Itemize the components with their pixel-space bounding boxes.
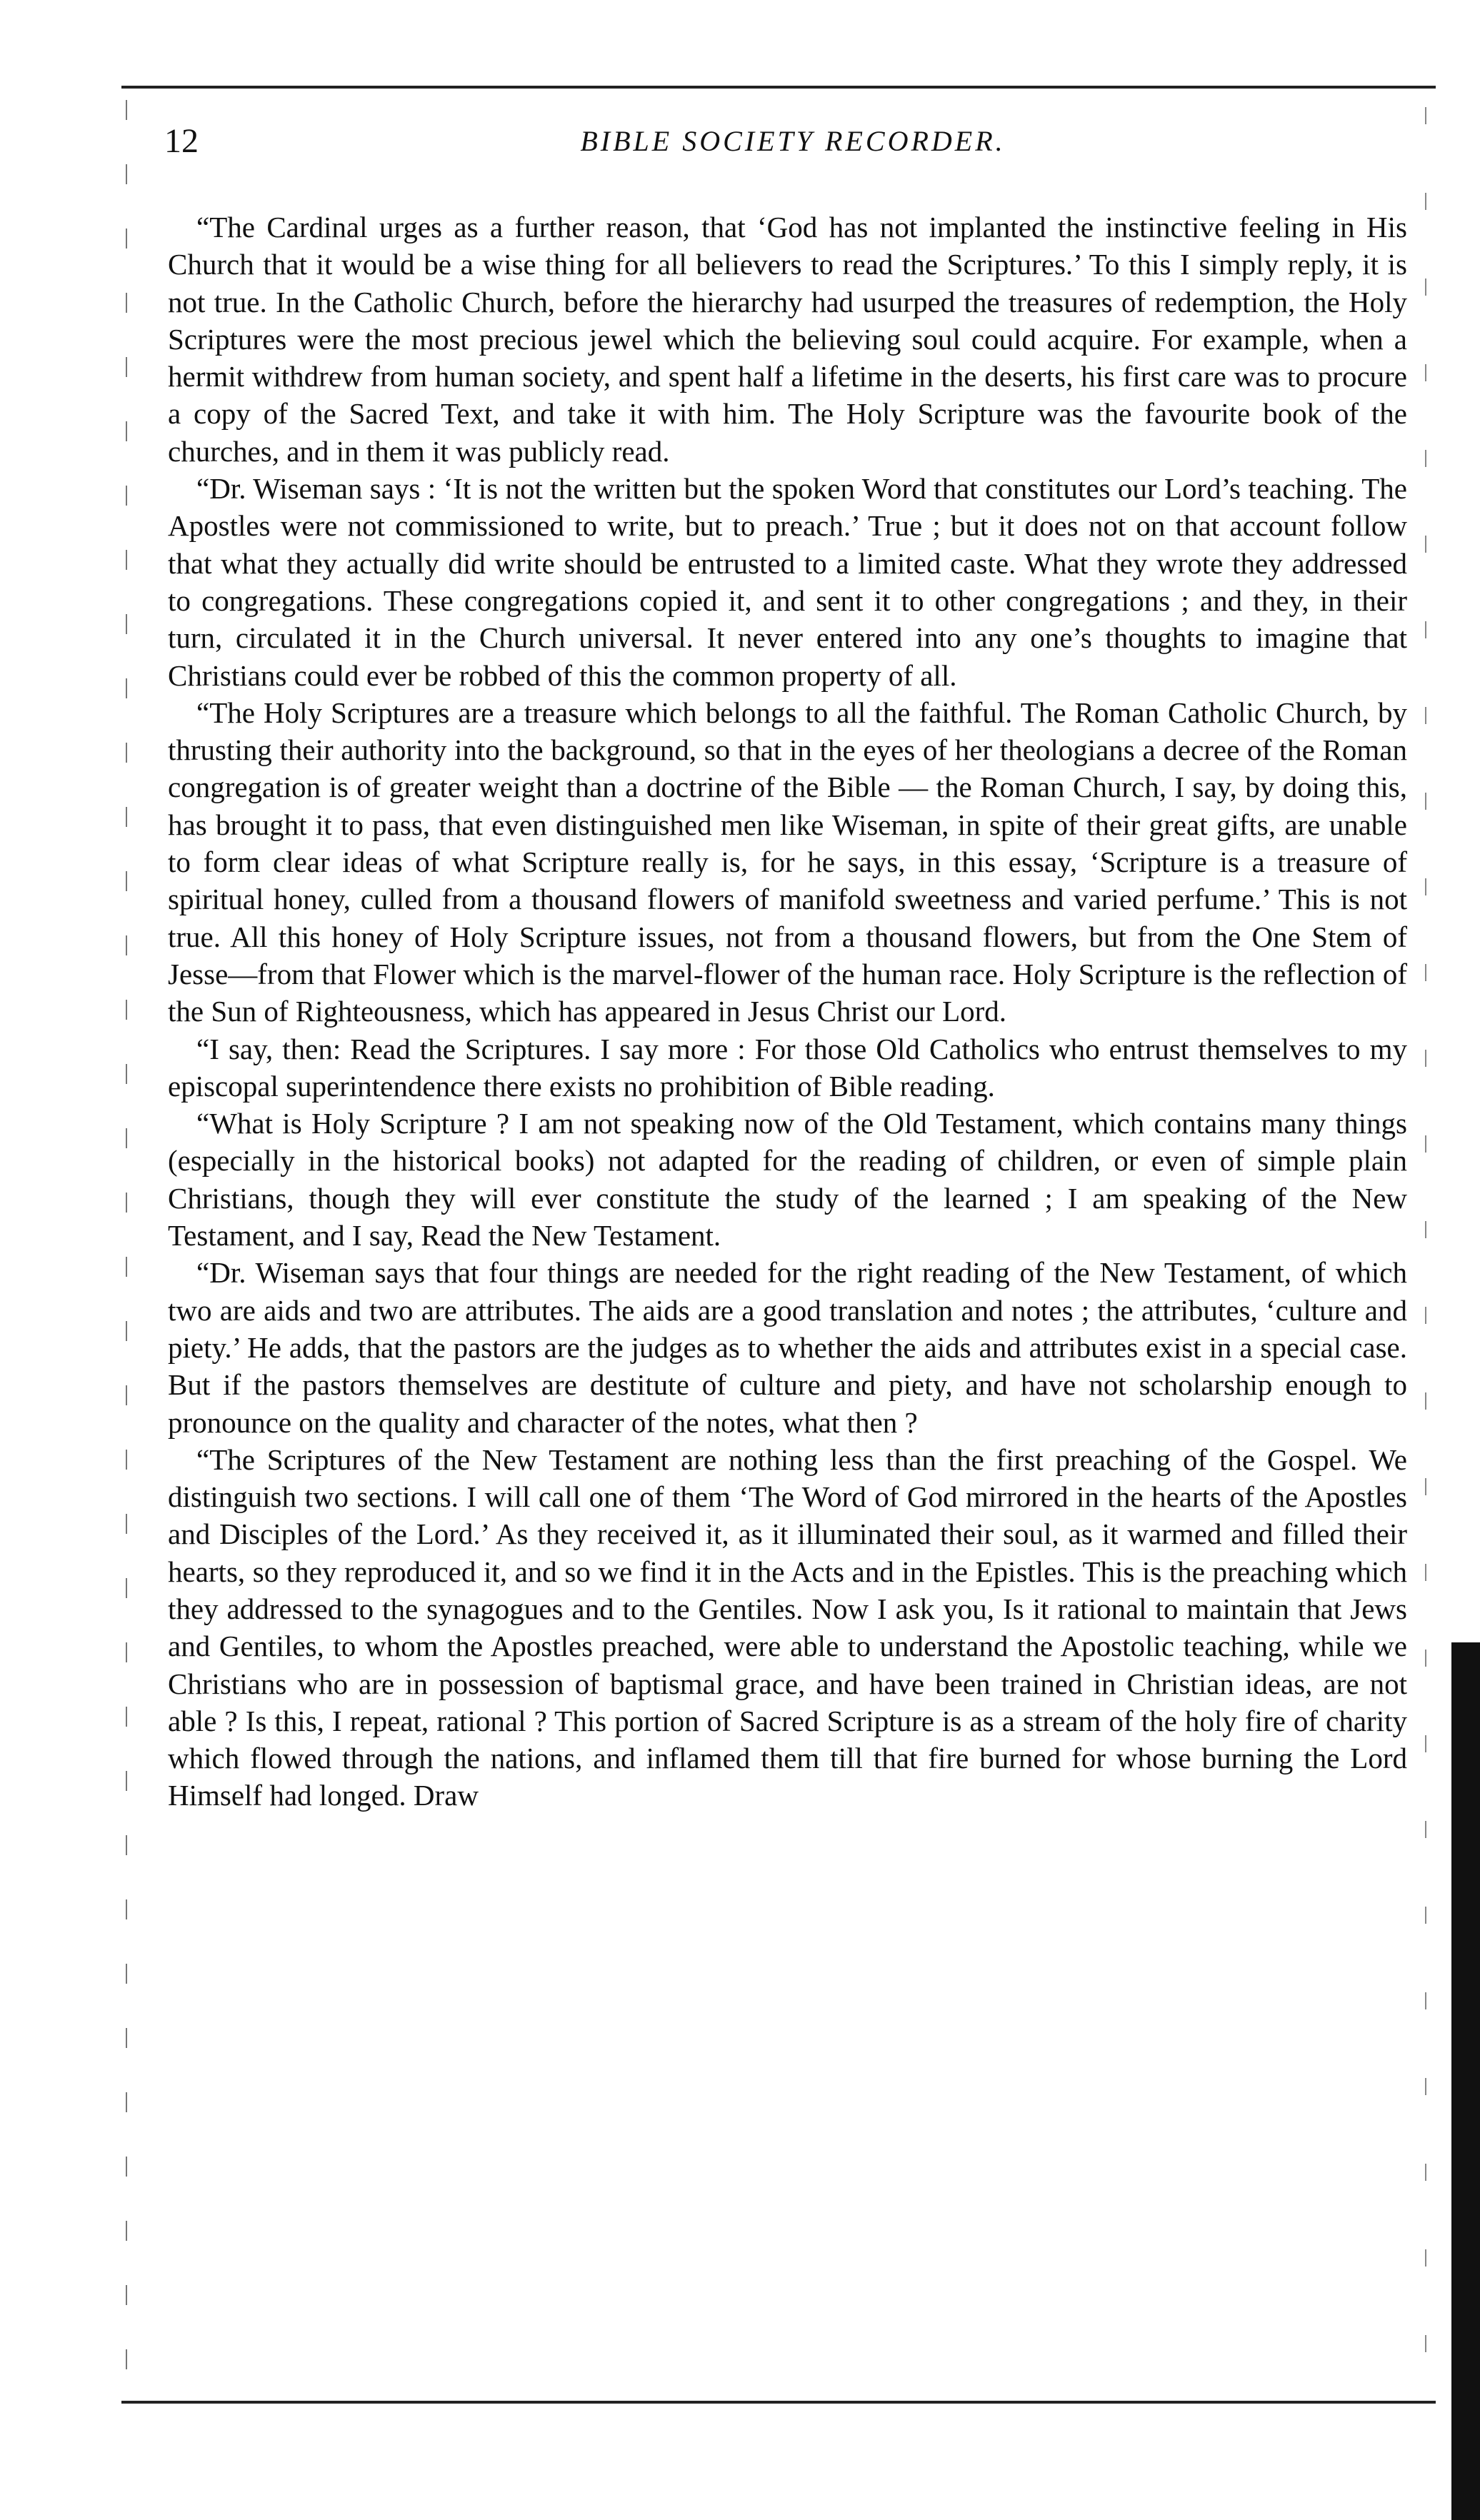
paragraph: “The Scriptures of the New Testament are nothing less than the first preaching of the Gospel. We distinguish two sections. I will call one of them ‘The Word of God mirrored in the hearts of the Apostles and Disciples of the Lord.’ As they received it, as it illuminated their soul, as it warmed and filled their hearts, so they reproduced it, and so we find it in the Acts and in the Epistles. This is the preaching which they addressed to the synagogues and to the Gentiles. Now I ask you, Is it rational to maintain that Jews and Gentiles, to whom the Apostles preached, were able to understand the Apostolic teaching, while we Christians who are in possession of baptismal grace, and have been trained in Christian ideas, are not able ? Is this, I repeat, rational ? This portion of Sacred Scripture is as a stream of the holy fire of charity which flowed through the nations, and inflamed them till that fire burned for whose burning the Lord Himself had longed. Draw (168, 1442, 1407, 1812)
right-margin-marks (1425, 107, 1426, 2378)
paragraph: “The Cardinal urges as a further reason, that ‘God has not implanted the instinctive feeling in His Church that it would be a wise thing for all believers to read the Scriptures.’ To this I simply reply, it is not true. In the Catholic Church, before the hierarchy had usurped the treasures of redemption, the Holy Scriptures were the most precious jewel which the believing soul could acquire. For example, when a hermit withdrew from human society, and spent half a lifetime in the deserts, his first care was to procure a copy of the Sacred Text, and take it with him. The Holy Scripture was the favourite book of the churches, and in them it was publicly read. (168, 211, 1407, 468)
paragraph: “Dr. Wiseman says : ‘It is not the written but the spoken Word that constitutes our Lord’s teaching. The Apostles were not commissioned to write, but to preach.’ True ; but it does not on that account follow that what they actually did write should be entrusted to a limited caste. What they wrote they addressed to congregations. These congregations copied it, and sent it to other congregations ; and they, in their turn, circulated it in the Church universal. It never entered into any one’s thoughts to imagine that Christians could ever be robbed of this the common property of all. (168, 472, 1407, 692)
running-title: BIBLE SOCIETY RECORDER. (580, 125, 1006, 157)
paragraph: “The Holy Scriptures are a treasure which belongs to all the faithful. The Roman Catholic Church, by thrusting their authority into the background, so that in the eyes of her theologians a decree of the Roman congregation is of greater weight than a doctrine of the Bible — the Roman Church, I say, by doing this, has brought it to pass, that even distinguished men like Wiseman, in spite of their great gifts, are unable to form clear ideas of what Scripture really is, for he says, in this essay, ‘Scripture is a treasure of spiritual honey, culled from a thousand flowers of manifold sweetness and varied perfume.’ This is not true. All this honey of Holy Scripture issues, not from a thousand flowers, but from the One Stem of Jesse—from that Flower which is the marvel-flower of the human race. Holy Scripture is the reflection of the Sun of Righteousness, which has appeared in Jesus Christ our Lord. (168, 696, 1407, 1028)
bottom-rule (121, 2401, 1436, 2404)
paragraph: “I say, then: Read the Scriptures. I say more : For those Old Catholics who entrust themselves to my episcopal superintendence there exists no prohibition of Bible reading. (168, 1032, 1407, 1103)
page-number: 12 (164, 122, 199, 160)
paragraph: “Dr. Wiseman says that four things are needed for the right reading of the New Testament, of which two are aids and two are attributes. The aids are a good translation and notes ; the attributes, ‘culture and piety.’ He adds, that the pastors are the judges as to whether the aids and attributes exist in a special case. But if the pastors themselves are destitute of culture and piety, and have not scholarship enough to pronounce on the quality and character of the notes, what then ? (168, 1256, 1407, 1439)
binding-edge (1451, 1642, 1480, 2520)
page-header (164, 121, 1421, 179)
paragraph: “What is Holy Scripture ? I am not speaking now of the Old Testament, which contains many things (especially in the historical books) not adapted for the reading of children, or even of simple plain Christians, though they will ever constitute the study of the learned ; I am speaking of the New Testament, and I say, Read the New Testament. (168, 1107, 1407, 1253)
left-margin-marks (126, 100, 127, 2385)
top-rule (121, 86, 1436, 89)
article-body (168, 209, 1407, 1814)
